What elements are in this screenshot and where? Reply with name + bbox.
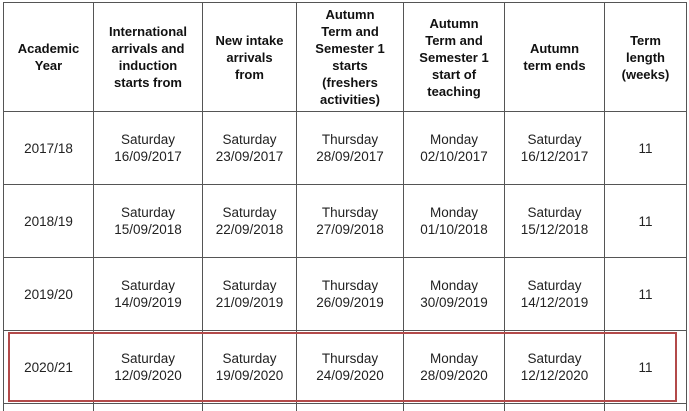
cell-day: Thursday (321, 351, 379, 366)
cell-weeks (605, 331, 687, 404)
cell-day: Saturday (222, 132, 277, 147)
cell-date: 15/09/2018 (114, 222, 182, 237)
cell-new-intake (203, 185, 297, 258)
cell-day: Saturday (120, 132, 176, 147)
cell-date: 12/09/2020 (114, 368, 182, 383)
cell-freshers (297, 185, 404, 258)
term-dates-table (3, 2, 687, 411)
cell-term-ends (505, 331, 605, 404)
header-line: starts (332, 58, 368, 73)
header-international-arrivals (94, 3, 203, 112)
cell-term-ends (505, 112, 605, 185)
cell-text: 2019/20 (24, 286, 73, 302)
header-line: (weeks) (621, 66, 670, 82)
cell-text: 11 (638, 359, 653, 375)
header-line: teaching (427, 83, 481, 99)
cell-text: 11 (638, 286, 653, 302)
cell-day: Saturday (120, 351, 176, 366)
cell-date: 28/09/2017 (316, 149, 384, 164)
cell-international-arrivals (94, 331, 203, 404)
cell-date: 28/09/2020 (420, 368, 488, 383)
cell-day: Monday (429, 351, 479, 366)
cell-date: 30/09/2019 (420, 295, 488, 310)
cell-term-ends (505, 258, 605, 331)
header-line: induction (118, 58, 178, 73)
header-academic-year (4, 3, 94, 112)
cell-date: 21/09/2019 (215, 295, 284, 310)
cell-text: 11 (638, 213, 653, 229)
cell-day: Monday (429, 278, 479, 293)
cell-day: Saturday (222, 351, 277, 366)
header-line: term ends (523, 58, 586, 73)
cell-empty (4, 404, 94, 411)
cell-date: 14/09/2019 (114, 295, 182, 310)
cell-new-intake (203, 258, 297, 331)
cell-date: 12/12/2020 (520, 368, 589, 383)
header-line: start of (431, 66, 477, 82)
cell-date: 14/12/2019 (520, 295, 589, 310)
cell-day: Saturday (120, 278, 176, 293)
cell-international-arrivals (94, 112, 203, 185)
cell-new-intake (203, 112, 297, 185)
cell-teaching (404, 331, 505, 404)
cell-day: Saturday (527, 132, 582, 147)
cell-date: 26/09/2019 (316, 295, 384, 310)
table-header-row (4, 3, 687, 112)
cell-empty (94, 404, 203, 411)
cell-day: Saturday (120, 205, 176, 220)
cell-date: 27/09/2018 (316, 222, 384, 237)
cell-text: 2018/19 (24, 213, 73, 229)
cell-date: 23/09/2017 (215, 149, 284, 164)
header-line: Autumn (529, 41, 580, 56)
header-term-ends (505, 3, 605, 112)
header-line: starts from (114, 75, 182, 90)
header-line: Term and (321, 24, 379, 39)
cell-date: 16/09/2017 (114, 149, 182, 164)
cell-academic-year (4, 112, 94, 185)
cell-empty (297, 404, 404, 411)
cell-day: Saturday (527, 351, 582, 366)
header-line: Term (630, 32, 661, 48)
cell-term-ends (505, 185, 605, 258)
cell-freshers (297, 331, 404, 404)
header-line: Term and (425, 32, 483, 48)
cell-text: 11 (638, 140, 653, 156)
cell-day: Thursday (321, 132, 379, 147)
cell-date: 22/09/2018 (215, 222, 284, 237)
header-line: length (626, 49, 665, 65)
header-line: from (235, 66, 264, 82)
header-line: arrivals and (111, 41, 185, 56)
header-line: Semester 1 (315, 41, 385, 56)
cell-date: 24/09/2020 (316, 368, 384, 383)
cell-teaching (404, 185, 505, 258)
cell-date: 02/10/2017 (420, 149, 488, 164)
cell-date: 19/09/2020 (215, 368, 284, 383)
header-freshers-start (297, 3, 404, 112)
header-teaching-start (404, 3, 505, 112)
cell-freshers (297, 258, 404, 331)
table-row-partial (4, 404, 687, 411)
cell-empty (605, 404, 687, 411)
header-line: (freshers (322, 75, 378, 90)
header-line: New intake (215, 32, 284, 48)
cell-text: 2020/21 (24, 359, 73, 375)
cell-weeks (605, 258, 687, 331)
cell-weeks (605, 185, 687, 258)
header-line: International (108, 24, 187, 39)
cell-international-arrivals (94, 258, 203, 331)
table-row-2019-20 (4, 258, 687, 331)
cell-day: Saturday (222, 205, 277, 220)
cell-day: Monday (429, 205, 479, 220)
cell-new-intake (203, 331, 297, 404)
cell-day: Thursday (321, 278, 379, 293)
cell-day: Saturday (222, 278, 277, 293)
header-line: Autumn (429, 15, 479, 31)
cell-academic-year (4, 331, 94, 404)
cell-date: 15/12/2018 (520, 222, 589, 237)
cell-date: 01/10/2018 (420, 222, 488, 237)
header-new-intake-arrivals (203, 3, 297, 112)
cell-day: Saturday (527, 205, 582, 220)
header-line: activities) (320, 92, 380, 107)
cell-weeks (605, 112, 687, 185)
table-row-2018-19 (4, 185, 687, 258)
cell-empty (404, 404, 505, 411)
table-row-2017-18 (4, 112, 687, 185)
cell-teaching (404, 258, 505, 331)
header-line: arrivals (226, 49, 273, 65)
cell-academic-year (4, 258, 94, 331)
cell-freshers (297, 112, 404, 185)
header-line: Academic (17, 41, 80, 56)
cell-empty (203, 404, 297, 411)
cell-teaching (404, 112, 505, 185)
cell-day: Thursday (321, 205, 379, 220)
cell-international-arrivals (94, 185, 203, 258)
cell-text: 2017/18 (24, 140, 73, 156)
cell-day: Saturday (527, 278, 582, 293)
table-row-2020-21 (4, 331, 687, 404)
header-term-length (605, 3, 687, 112)
cell-day: Monday (429, 132, 479, 147)
cell-academic-year (4, 185, 94, 258)
header-line: Autumn (325, 7, 375, 22)
header-line: Year (34, 58, 63, 73)
cell-date: 16/12/2017 (520, 149, 589, 164)
header-line: Semester 1 (419, 49, 489, 65)
cell-empty (505, 404, 605, 411)
